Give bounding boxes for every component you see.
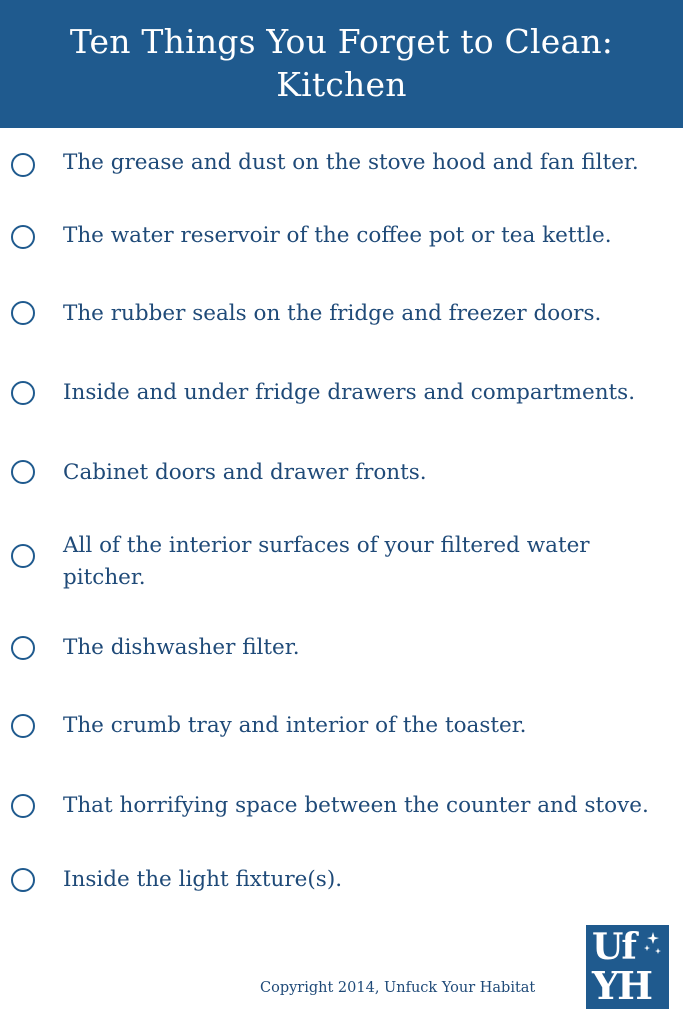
- ufyh-logo: [586, 925, 669, 1009]
- sparkle-icon: [643, 931, 663, 957]
- logo-text-bottom: YH: [592, 963, 652, 1008]
- checklist-item-label: The rubber seals on the fridge and freezer doors.: [63, 301, 602, 326]
- page-title-line-2: Kitchen: [276, 65, 407, 104]
- checklist-item-label: Inside and under fridge drawers and compartments.: [63, 380, 636, 405]
- checkbox-circle-icon[interactable]: [11, 153, 35, 177]
- checklist-item-label: All of the interior surfaces of your filtered water pitcher.: [63, 533, 590, 590]
- checklist-item-label: The dishwasher filter.: [63, 635, 300, 660]
- checklist-item-label: The water reservoir of the coffee pot or tea kettle.: [63, 223, 612, 248]
- checkbox-circle-icon[interactable]: [11, 301, 35, 325]
- copyright-text: Copyright 2014, Unfuck Your Habitat: [260, 980, 536, 996]
- logo-text-top: Uf: [592, 926, 635, 968]
- page-title-line-1: Ten Things You Forget to Clean:: [69, 22, 614, 61]
- page-header: [0, 0, 683, 128]
- checkbox-circle-icon[interactable]: [11, 460, 35, 484]
- checkbox-circle-icon[interactable]: [11, 794, 35, 818]
- checklist-item-label: Cabinet doors and drawer fronts.: [63, 460, 427, 485]
- checklist-item-label: The crumb tray and interior of the toaster.: [63, 713, 527, 738]
- checkbox-circle-icon[interactable]: [11, 636, 35, 660]
- checkbox-circle-icon[interactable]: [11, 225, 35, 249]
- checkbox-circle-icon[interactable]: [11, 868, 35, 892]
- checklist-item-label: Inside the light fixture(s).: [63, 867, 343, 892]
- checkbox-circle-icon[interactable]: [11, 544, 35, 568]
- checkbox-circle-icon[interactable]: [11, 714, 35, 738]
- page-footer: [0, 972, 683, 1012]
- checklist-item-label: That horrifying space between the counter and stove.: [63, 793, 649, 818]
- checkbox-circle-icon[interactable]: [11, 381, 35, 405]
- checklist-item-label: The grease and dust on the stove hood and fan filter.: [63, 150, 639, 175]
